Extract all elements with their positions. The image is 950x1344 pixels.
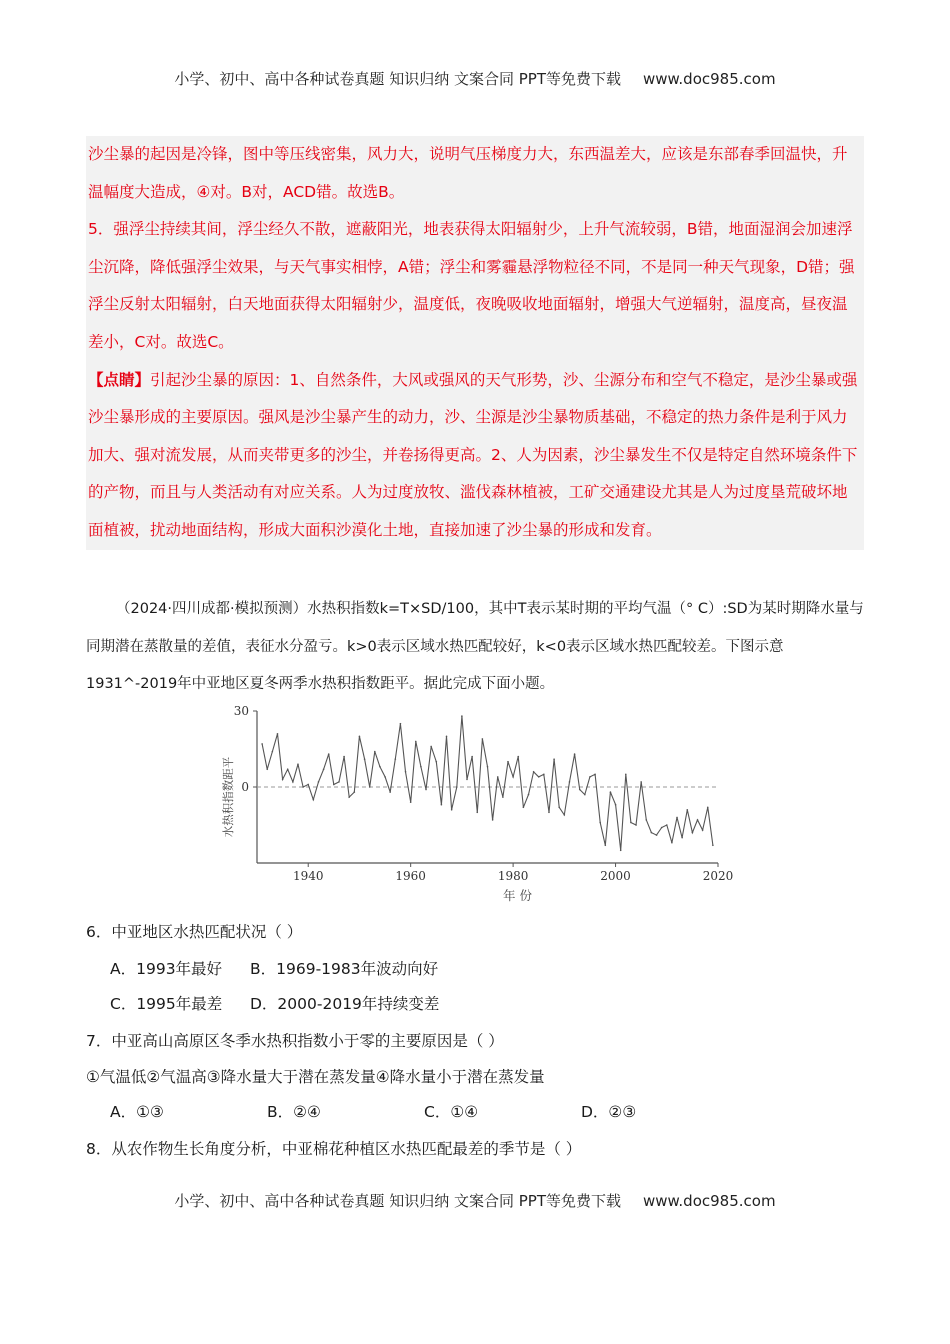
question-6-options-row-2 xyxy=(110,992,439,1014)
analysis-paragraph-3 xyxy=(86,362,864,550)
q6-option-a[interactable]: A．1993年最好 xyxy=(110,960,223,978)
q6-option-c[interactable]: C．1995年最差 xyxy=(110,995,223,1013)
question-stem xyxy=(86,591,866,704)
data-point xyxy=(625,774,627,776)
data-point xyxy=(569,781,571,783)
data-point xyxy=(661,827,663,829)
data-point xyxy=(466,779,468,781)
header-text: 小学、初中、高中各种试卷真题 知识归纳 文案合同 PPT等免费下载 xyxy=(174,70,621,88)
answer-analysis xyxy=(86,136,864,550)
analysis-paragraph-1: 沙尘暴的起因是冷锋，图中等压线密集，风力大，说明气压梯度力大，东西温差大，应该是东部春季回温快，升温幅度大造成，④对。B对，ACD错。故选B。 xyxy=(88,145,848,201)
x-tick-label: 1980 xyxy=(497,869,529,883)
question-7-items: ①气温低②气温高③降水量大于潜在蒸发量④降水量小于潜在蒸发量 xyxy=(86,1068,545,1086)
data-point xyxy=(594,774,596,776)
data-point xyxy=(605,844,607,846)
data-point xyxy=(702,829,704,831)
data-point xyxy=(645,819,647,821)
data-point xyxy=(615,804,617,806)
y-tick-label: 0 xyxy=(241,780,249,794)
data-point xyxy=(712,844,714,846)
data-point xyxy=(425,789,427,791)
data-point xyxy=(359,736,361,738)
highlight-text: 引起沙尘暴的原因：1、自然条件，大风或强风的天气形势，沙、尘源分布和空气不稳定，是沙尘暴或强沙尘暴形成的主要原因。强风是沙尘暴产生的动力，沙、尘源是沙尘暴物质基础，不稳定的热力条件是利于风力加大、强对流发展，从而夹带更多的沙尘，并卷扬得更高。2、人为因素，沙尘暴发生不仅是特定自然环境条件下的产物，而且与人类活动有对应关系。人为过度放牧、滥伐森林植被，工矿交通建设尤其是人为过度垦荒破坏地面植被，扰动地面结构，形成大面积沙漠化土地，直接加速了沙尘暴的形成和发育。 xyxy=(88,370,858,539)
data-point xyxy=(441,804,443,806)
footer-url[interactable]: www.doc985.com xyxy=(642,1192,776,1210)
question-6: 6．中亚地区水热匹配状况（ ） xyxy=(86,923,303,941)
data-point xyxy=(261,743,263,745)
data-point xyxy=(487,766,489,768)
y-tick-label: 30 xyxy=(233,704,249,718)
data-point xyxy=(589,776,591,778)
data-point xyxy=(446,736,448,738)
highlight-tag: 【点睛】 xyxy=(88,370,151,389)
data-point xyxy=(307,784,309,786)
data-point xyxy=(492,819,494,821)
data-point xyxy=(374,751,376,753)
data-point xyxy=(543,774,545,776)
footer-text: 小学、初中、高中各种试卷真题 知识归纳 文案合同 PPT等免费下载 xyxy=(174,1192,621,1210)
y-axis-title: 水热积指数距平 xyxy=(221,756,235,838)
q7-option-b[interactable]: B．②④ xyxy=(267,1103,321,1121)
data-point xyxy=(302,786,304,788)
data-point xyxy=(692,832,694,834)
data-point xyxy=(471,756,473,758)
data-point xyxy=(651,832,653,834)
data-point xyxy=(272,751,274,753)
data-point xyxy=(461,715,463,717)
data-point xyxy=(364,758,366,760)
data-point xyxy=(558,806,560,808)
x-tick-label: 1940 xyxy=(292,869,324,883)
data-point xyxy=(389,791,391,793)
chart-axes xyxy=(253,711,718,867)
data-point xyxy=(697,819,699,821)
data-point xyxy=(528,794,530,796)
data-point xyxy=(318,781,320,783)
data-point xyxy=(533,771,535,773)
data-point xyxy=(354,791,356,793)
page-footer xyxy=(0,1190,950,1211)
header-url[interactable]: www.doc985.com xyxy=(642,70,776,88)
data-point xyxy=(415,741,417,743)
data-point xyxy=(579,789,581,791)
data-point xyxy=(517,756,519,758)
data-point xyxy=(333,784,335,786)
data-point xyxy=(584,794,586,796)
data-point xyxy=(686,809,688,811)
data-point xyxy=(297,763,299,765)
data-point xyxy=(410,801,412,803)
data-point xyxy=(538,776,540,778)
analysis-paragraph-2: 5．强浮尘持续其间，浮尘经久不散，遮蔽阳光，地表获得太阳辐射少，上升气流较弱，B错，地面湿润会加速浮尘沉降，降低强浮尘效果，与天气事实相悖，A错；浮尘和雾霾悬浮物粒径不同，不是同一种天气现象，D错；强浮尘反射太阳辐射，白天地面获得太阳辐射少，温度低，夜晚吸收地面辐射，增强大气逆辐射，温度高，昼夜温差小，C对。故选C。 xyxy=(88,220,855,351)
data-point xyxy=(599,822,601,824)
data-point xyxy=(564,814,566,816)
data-point xyxy=(266,768,268,770)
stem-text: （2024·四川成都·模拟预测）水热积指数k=T×SD/100，其中T表示某时期的平均气温（° C）:SD为某时期降水量与同期潜在蒸散量的差值，表征水分盈亏。k>0表示区域水热匹配较好，k<0表示区域水热匹配较差。下图示意1931^-2019年中亚地区夏冬两季水热积指数距平。据此完成下面小题。 xyxy=(86,601,864,692)
data-point xyxy=(282,779,284,781)
data-point xyxy=(451,809,453,811)
question-7-options xyxy=(110,1100,636,1122)
question-6-options-row-1 xyxy=(110,957,438,979)
data-point xyxy=(676,817,678,819)
data-point xyxy=(666,824,668,826)
page-header xyxy=(0,68,950,89)
data-point xyxy=(507,761,509,763)
chart-labels xyxy=(221,704,733,903)
data-point xyxy=(640,781,642,783)
question-7: 7．中亚高山高原区冬季水热积指数小于零的主要原因是（ ） xyxy=(86,1032,504,1050)
data-point xyxy=(277,733,279,735)
data-point xyxy=(630,822,632,824)
q7-option-c[interactable]: C．①④ xyxy=(424,1103,479,1121)
x-axis-title: 年 份 xyxy=(503,888,532,903)
data-point xyxy=(395,758,397,760)
data-point xyxy=(369,786,371,788)
x-tick-label: 1960 xyxy=(395,869,426,883)
data-point xyxy=(553,758,555,760)
x-tick-label: 2020 xyxy=(702,869,734,883)
data-point xyxy=(681,837,683,839)
x-tick-label: 2000 xyxy=(600,869,631,883)
data-point xyxy=(287,768,289,770)
data-point xyxy=(379,766,381,768)
data-point xyxy=(384,776,386,778)
q7-option-a[interactable]: A．①③ xyxy=(110,1103,164,1121)
data-point xyxy=(620,850,622,852)
data-point xyxy=(656,834,658,836)
data-point xyxy=(430,746,432,748)
chart-marks xyxy=(261,715,713,851)
anomaly-line-chart xyxy=(210,700,750,905)
data-point xyxy=(405,771,407,773)
data-point xyxy=(343,756,345,758)
data-point xyxy=(400,723,402,725)
data-point xyxy=(523,806,525,808)
data-point xyxy=(512,776,514,778)
data-point xyxy=(456,786,458,788)
data-point xyxy=(502,796,504,798)
data-point xyxy=(497,776,499,778)
data-point xyxy=(610,791,612,793)
data-point xyxy=(671,842,673,844)
data-point xyxy=(323,768,325,770)
data-point xyxy=(348,796,350,798)
data-point xyxy=(574,753,576,755)
data-point xyxy=(420,766,422,768)
q6-option-d[interactable]: D．2000-2019年持续变差 xyxy=(250,995,440,1013)
q6-option-b[interactable]: B．1969-1983年波动向好 xyxy=(250,960,439,978)
data-point xyxy=(635,824,637,826)
data-point xyxy=(313,799,315,801)
data-point xyxy=(482,738,484,740)
q7-option-d[interactable]: D．②③ xyxy=(581,1103,637,1121)
anomaly-series-line xyxy=(262,716,713,850)
data-point xyxy=(476,812,478,814)
data-point xyxy=(292,781,294,783)
question-8: 8．从农作物生长角度分析，中亚棉花种植区水热匹配最差的季节是（ ） xyxy=(86,1140,582,1158)
data-point xyxy=(707,806,709,808)
data-point xyxy=(548,812,550,814)
data-point xyxy=(435,761,437,763)
data-point xyxy=(328,753,330,755)
data-point xyxy=(338,781,340,783)
